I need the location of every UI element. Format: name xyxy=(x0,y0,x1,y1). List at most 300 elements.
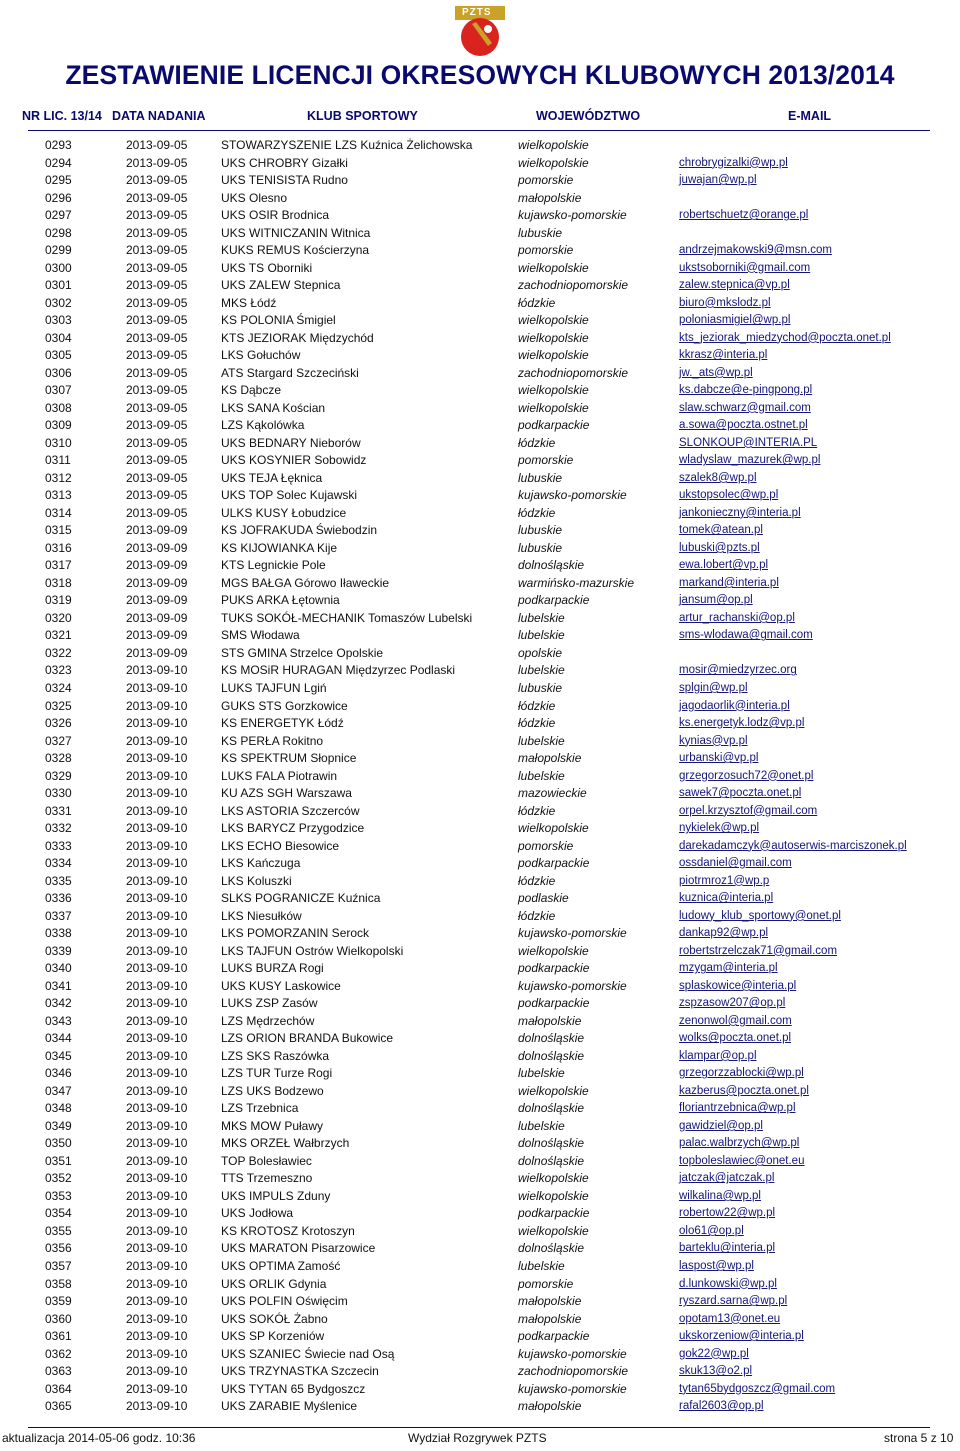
cell-email-link[interactable]: splaskowice@interia.pl xyxy=(679,979,797,992)
table-row xyxy=(0,1293,960,1311)
table-row xyxy=(0,207,960,225)
cell-issue-date: 2013-09-05 xyxy=(126,295,188,310)
cell-email-link[interactable]: kazberus@poczta.onet.pl xyxy=(679,1084,809,1097)
cell-issue-date: 2013-09-10 xyxy=(126,1259,188,1273)
table-row xyxy=(0,1083,960,1101)
cell-license-number: 0347 xyxy=(45,1083,72,1098)
cell-issue-date: 2013-09-05 xyxy=(126,383,188,398)
table-row xyxy=(0,873,960,891)
cell-issue-date: 2013-09-09 xyxy=(126,628,188,643)
cell-license-number: 0359 xyxy=(45,1294,72,1309)
cell-club-name: KS MOSiR HURAGAN Międzyrzec Podlaski xyxy=(221,663,456,678)
cell-club-name: KS SPEKTRUM Słopnice xyxy=(221,751,357,766)
logo-ball xyxy=(461,18,499,56)
table-row xyxy=(0,575,960,593)
cell-email-link[interactable]: wilkalina@wp.pl xyxy=(679,1189,761,1202)
table-row xyxy=(0,417,960,435)
table-row xyxy=(0,1100,960,1118)
cell-email-link[interactable]: slaw.schwarz@gmail.com xyxy=(679,401,811,414)
cell-issue-date: 2013-09-05 xyxy=(126,278,188,293)
cell-issue-date: 2013-09-10 xyxy=(126,908,188,923)
cell-issue-date: 2013-09-10 xyxy=(126,1399,188,1414)
cell-region: łódzkie xyxy=(518,716,556,731)
cell-club-name: UKS TEJA Łęknica xyxy=(221,470,323,485)
cell-region: lubuskie xyxy=(518,225,563,240)
footer-page-number: strona 5 z 10 xyxy=(884,1431,954,1445)
cell-club-name: UKS KUSY Laskowice xyxy=(221,978,341,993)
table-row xyxy=(0,1381,960,1399)
table-row xyxy=(0,1013,960,1031)
cell-email-link[interactable]: jankonieczny@interia.pl xyxy=(679,506,801,519)
cell-email-link[interactable]: ewa.lobert@vp.pl xyxy=(679,559,769,572)
footer-updated: aktualizacja 2014-05-06 godz. 10:36 xyxy=(2,1431,196,1445)
cell-email-link[interactable]: gawidziel@op.pl xyxy=(679,1119,763,1132)
cell-email-link[interactable]: tomek@atean.pl xyxy=(679,524,763,537)
cell-club-name: LKS TAJFUN Ostrów Wielkopolski xyxy=(221,943,404,958)
cell-license-number: 0342 xyxy=(45,996,72,1011)
cell-club-name: UKS TOP Solec Kujawski xyxy=(221,488,358,503)
cell-club-name: LKS ECHO Biesowice xyxy=(221,838,340,853)
cell-issue-date: 2013-09-10 xyxy=(126,943,188,958)
cell-issue-date: 2013-09-09 xyxy=(126,523,188,538)
cell-email-link[interactable]: orpel.krzysztof@gmail.com xyxy=(679,804,818,817)
table-row xyxy=(0,960,960,978)
cell-email-link[interactable]: laspost@wp.pl xyxy=(679,1260,754,1272)
cell-email-link[interactable]: kuznica@interia.pl xyxy=(679,892,774,905)
column-header-region: WOJEWÓDZTWO xyxy=(536,109,641,123)
cell-license-number: 0363 xyxy=(45,1364,72,1379)
table-row xyxy=(0,1258,960,1276)
cell-region: warmińsko-mazurskie xyxy=(518,575,635,590)
cell-email-link[interactable]: jatczak@jatczak.pl xyxy=(679,1172,775,1185)
cell-issue-date: 2013-09-05 xyxy=(126,453,188,468)
cell-region: kujawsko-pomorskie xyxy=(518,1346,627,1361)
cell-license-number: 0334 xyxy=(45,856,72,871)
cell-issue-date: 2013-09-09 xyxy=(126,540,188,555)
cell-club-name: TUKS SOKÓŁ-MECHANIK Tomaszów Lubelski xyxy=(221,610,473,625)
cell-email-link[interactable]: nykielek@wp.pl xyxy=(679,822,760,835)
cell-license-number: 0351 xyxy=(45,1153,72,1168)
cell-region: podkarpackie xyxy=(518,593,590,608)
page-footer xyxy=(0,1431,960,1447)
table-row xyxy=(0,400,960,418)
cell-region: zachodniopomorskie xyxy=(518,278,629,293)
cell-email-link[interactable]: grzegorzosuch72@onet.pl xyxy=(679,769,814,782)
cell-club-name: KS KROTOSZ Krotoszyn xyxy=(221,1223,355,1238)
cell-club-name: TOP Bolesławiec xyxy=(221,1153,312,1168)
cell-email-link[interactable]: a.sowa@poczta.ostnet.pl xyxy=(679,419,808,432)
cell-issue-date: 2013-09-09 xyxy=(126,610,188,625)
cell-region: łódzkie xyxy=(518,873,556,888)
cell-region: małopolskie xyxy=(518,1311,582,1326)
cell-club-name: UKS SZANIEC Świecie nad Osą xyxy=(221,1346,395,1361)
table-row xyxy=(0,978,960,996)
cell-license-number: 0362 xyxy=(45,1346,72,1361)
cell-club-name: UKS ORLIK Gdynia xyxy=(221,1276,327,1291)
cell-license-number: 0311 xyxy=(45,453,71,468)
cell-club-name: KS POLONIA Śmigiel xyxy=(221,313,336,328)
cell-club-name: UKS SP Korzeniów xyxy=(221,1329,325,1344)
cell-license-number: 0298 xyxy=(45,225,72,240)
cell-license-number: 0300 xyxy=(45,260,72,275)
cell-region: podkarpackie xyxy=(518,856,590,871)
cell-region: wielkopolskie xyxy=(518,943,589,958)
cell-email-link[interactable]: ukstsoborniki@gmail.com xyxy=(679,261,811,274)
cell-issue-date: 2013-09-10 xyxy=(126,1294,188,1309)
table-row xyxy=(0,890,960,908)
table-row xyxy=(0,172,960,190)
cell-license-number: 0348 xyxy=(45,1101,72,1116)
cell-issue-date: 2013-09-05 xyxy=(126,225,188,240)
cell-issue-date: 2013-09-10 xyxy=(126,698,188,713)
table-header xyxy=(0,109,960,127)
cell-issue-date: 2013-09-10 xyxy=(126,821,188,836)
column-header-email: E-MAIL xyxy=(788,109,832,123)
cell-club-name: UKS BEDNARY Nieborów xyxy=(221,435,361,450)
cell-issue-date: 2013-09-10 xyxy=(126,1101,188,1116)
cell-issue-date: 2013-09-05 xyxy=(126,208,188,223)
cell-license-number: 0332 xyxy=(45,821,72,836)
cell-license-number: 0312 xyxy=(45,470,72,485)
cell-region: wielkopolskie xyxy=(518,138,589,152)
table-row xyxy=(0,1048,960,1066)
cell-issue-date: 2013-09-10 xyxy=(126,996,188,1011)
cell-email-link[interactable]: artur_rachanski@op.pl xyxy=(679,611,795,624)
cell-issue-date: 2013-09-10 xyxy=(126,961,188,976)
cell-email-link[interactable]: olo61@op.pl xyxy=(679,1224,744,1237)
cell-issue-date: 2013-09-10 xyxy=(126,768,188,783)
cell-license-number: 0321 xyxy=(45,628,72,643)
cell-license-number: 0335 xyxy=(45,873,72,888)
cell-issue-date: 2013-09-05 xyxy=(126,330,188,345)
cell-email-link[interactable]: jansum@op.pl xyxy=(679,594,753,607)
cell-email-link[interactable]: dankap92@wp.pl xyxy=(679,927,769,940)
cell-email-link[interactable]: lubuski@pzts.pl xyxy=(679,541,760,554)
cell-club-name: KU AZS SGH Warszawa xyxy=(221,786,352,801)
page-title: ZESTAWIENIE LICENCJI OKRESOWYCH KLUBOWYCH 2013/2014 xyxy=(65,60,895,90)
cell-email-link[interactable]: floriantrzebnica@wp.pl xyxy=(679,1102,796,1115)
cell-license-number: 0313 xyxy=(45,488,72,503)
cell-license-number: 0303 xyxy=(45,313,72,328)
cell-email-link[interactable]: ossdaniel@gmail.com xyxy=(679,857,792,870)
cell-email-link[interactable]: szalek8@wp.pl xyxy=(679,471,757,484)
cell-issue-date: 2013-09-10 xyxy=(126,856,188,871)
cell-region: pomorskie xyxy=(518,453,574,468)
cell-issue-date: 2013-09-10 xyxy=(126,733,188,748)
cell-region: dolnośląskie xyxy=(518,1153,585,1168)
cell-email-link[interactable]: markand@interia.pl xyxy=(679,576,779,589)
cell-region: wielkopolskie xyxy=(518,383,589,398)
cell-club-name: LKS POMORZANIN Serock xyxy=(221,926,370,941)
table-row xyxy=(0,1328,960,1346)
cell-license-number: 0356 xyxy=(45,1241,72,1256)
table-row xyxy=(0,750,960,768)
cell-club-name: KS JOFRAKUDA Świebodzin xyxy=(221,523,378,538)
cell-email-link[interactable]: darekadamczyk@autoserwis-marciszonek.pl xyxy=(679,839,907,852)
table-row xyxy=(0,1153,960,1171)
cell-issue-date: 2013-09-10 xyxy=(126,1241,188,1256)
cell-license-number: 0350 xyxy=(45,1136,72,1151)
cell-region: pomorskie xyxy=(518,1276,574,1291)
cell-issue-date: 2013-09-10 xyxy=(126,978,188,993)
cell-email-link[interactable]: d.lunkowski@wp.pl xyxy=(679,1277,777,1290)
table-row xyxy=(0,452,960,470)
column-header-nr: NR LIC. 13/14 xyxy=(22,109,102,123)
cell-club-name: MKS ORZEŁ Wałbrzych xyxy=(221,1136,350,1151)
cell-email-link[interactable]: gok22@wp.pl xyxy=(679,1347,749,1360)
cell-license-number: 0333 xyxy=(45,838,72,853)
cell-club-name: KTS Legnickie Pole xyxy=(221,558,326,573)
cell-license-number: 0331 xyxy=(45,803,72,818)
cell-email-link[interactable]: zenonwol@gmail.com xyxy=(679,1014,792,1027)
cell-license-number: 0301 xyxy=(45,278,72,293)
cell-region: lubuskie xyxy=(518,523,563,538)
cell-issue-date: 2013-09-10 xyxy=(126,786,188,801)
cell-region: lubuskie xyxy=(518,540,563,555)
cell-club-name: LZS Mędrzechów xyxy=(221,1013,315,1028)
cell-license-number: 0297 xyxy=(45,208,72,223)
cell-issue-date: 2013-09-05 xyxy=(126,400,188,415)
cell-email-link[interactable]: skuk13@o2.pl xyxy=(679,1365,753,1378)
cell-email-link[interactable]: barteklu@interia.pl xyxy=(679,1242,776,1255)
table-row xyxy=(0,610,960,628)
cell-email-link[interactable]: kkrasz@interia.pl xyxy=(679,349,768,362)
cell-club-name: PUKS ARKA Łętownia xyxy=(221,593,340,608)
cell-region: zachodniopomorskie xyxy=(518,365,629,380)
cell-email-link[interactable]: klampar@op.pl xyxy=(679,1049,757,1062)
table-row xyxy=(0,522,960,540)
cell-club-name: UKS Jodłowa xyxy=(221,1206,294,1221)
cell-issue-date: 2013-09-10 xyxy=(126,1083,188,1098)
table-row xyxy=(0,1135,960,1153)
cell-email-link[interactable]: zalew.stepnica@vp.pl xyxy=(679,279,790,292)
cell-license-number: 0349 xyxy=(45,1118,72,1133)
footer-rule xyxy=(28,1427,930,1428)
cell-license-number: 0326 xyxy=(45,716,72,731)
cell-region: wielkopolskie xyxy=(518,348,589,363)
cell-email-link[interactable]: ludowy_klub_sportowy@onet.pl xyxy=(679,909,841,922)
footer-department: Wydział Rozgrywek PZTS xyxy=(408,1431,547,1445)
cell-email-link[interactable]: zspzasow207@op.pl xyxy=(679,997,786,1010)
cell-email-link[interactable]: grzegorzzablocki@wp.pl xyxy=(679,1067,804,1080)
cell-region: opolskie xyxy=(518,645,563,660)
logo-ball-highlight xyxy=(484,25,492,33)
cell-issue-date: 2013-09-09 xyxy=(126,645,188,660)
cell-license-number: 0346 xyxy=(45,1066,72,1081)
cell-issue-date: 2013-09-10 xyxy=(126,680,188,695)
cell-license-number: 0308 xyxy=(45,400,72,415)
cell-email-link[interactable]: robertstrzelczak71@gmail.com xyxy=(679,944,838,957)
cell-region: wielkopolskie xyxy=(518,313,589,328)
cell-license-number: 0344 xyxy=(45,1031,72,1046)
column-header-club: KLUB SPORTOWY xyxy=(307,109,418,123)
table-row xyxy=(0,1205,960,1223)
cell-license-number: 0322 xyxy=(45,645,72,660)
table-row xyxy=(0,925,960,943)
table-row xyxy=(0,838,960,856)
cell-region: łódzkie xyxy=(518,295,556,310)
cell-email-link[interactable]: tytan65bydgoszcz@gmail.com xyxy=(679,1382,836,1395)
cell-email-link[interactable]: ryszard.sarna@wp.pl xyxy=(679,1295,788,1308)
table-row xyxy=(0,330,960,348)
cell-issue-date: 2013-09-10 xyxy=(126,1206,188,1221)
cell-club-name: ATS Stargard Szczeciński xyxy=(221,365,359,380)
cell-email-link[interactable]: topboleslawiec@onet.eu xyxy=(679,1154,805,1167)
cell-club-name: UKS KOSYNIER Sobowidz xyxy=(221,453,367,468)
cell-license-number: 0345 xyxy=(45,1048,72,1063)
cell-email-link[interactable]: ks.energetyk.lodz@vp.pl xyxy=(679,717,805,730)
cell-club-name: KS PERŁA Rokitno xyxy=(221,733,324,748)
table-row xyxy=(0,347,960,365)
cell-email-link[interactable]: biuro@mkslodz.pl xyxy=(679,296,771,309)
cell-club-name: LUKS TAJFUN Lgiń xyxy=(221,680,327,695)
cell-club-name: LZS Kąkolówka xyxy=(221,418,305,433)
table-row xyxy=(0,365,960,383)
cell-region: lubelskie xyxy=(518,733,565,748)
cell-region: wielkopolskie xyxy=(518,1223,589,1238)
cell-license-number: 0338 xyxy=(45,926,72,941)
cell-email-link[interactable]: ks.dabcze@e-pingpong.pl xyxy=(679,384,813,397)
cell-club-name: UKS OSIR Brodnica xyxy=(221,208,330,223)
table-row xyxy=(0,260,960,278)
cell-region: wielkopolskie xyxy=(518,260,589,275)
header-rule xyxy=(28,130,930,131)
cell-club-name: LZS TUR Turze Rogi xyxy=(221,1066,333,1081)
cell-license-number: 0293 xyxy=(45,138,72,152)
table-row xyxy=(0,1346,960,1364)
cell-region: małopolskie xyxy=(518,751,582,766)
table-row xyxy=(0,1188,960,1206)
cell-license-number: 0343 xyxy=(45,1013,72,1028)
cell-email-link[interactable]: andrzejmakowski9@msn.com xyxy=(679,244,832,257)
cell-issue-date: 2013-09-05 xyxy=(126,260,188,275)
cell-club-name: KS ENERGETYK Łódź xyxy=(221,716,344,731)
cell-email-link[interactable]: urbanski@vp.pl xyxy=(679,752,759,765)
cell-region: małopolskie xyxy=(518,1013,582,1028)
cell-issue-date: 2013-09-10 xyxy=(126,1136,188,1151)
cell-region: kujawsko-pomorskie xyxy=(518,978,627,993)
cell-club-name: LKS Gołuchów xyxy=(221,348,301,363)
cell-issue-date: 2013-09-10 xyxy=(126,1031,188,1046)
cell-club-name: UKS SOKÓŁ Żabno xyxy=(221,1311,328,1326)
cell-club-name: LUKS ZSP Zasów xyxy=(221,996,318,1011)
cell-email-link[interactable]: kynias@vp.pl xyxy=(679,734,748,747)
cell-email-link[interactable]: kts_jeziorak_miedzychod@poczta.onet.pl xyxy=(679,331,891,344)
cell-issue-date: 2013-09-10 xyxy=(126,1188,188,1203)
cell-region: lubelskie xyxy=(518,663,565,678)
cell-license-number: 0339 xyxy=(45,943,72,958)
cell-issue-date: 2013-09-09 xyxy=(126,558,188,573)
cell-email-link[interactable]: wolks@poczta.onet.pl xyxy=(679,1032,792,1045)
cell-issue-date: 2013-09-10 xyxy=(126,1013,188,1028)
cell-license-number: 0317 xyxy=(45,558,72,573)
cell-region: podkarpackie xyxy=(518,996,590,1011)
cell-email-link[interactable]: jagodaorlik@interia.pl xyxy=(679,699,790,712)
cell-email-link[interactable]: robertschuetz@orange.pl xyxy=(679,209,809,222)
table-row xyxy=(0,1170,960,1188)
cell-club-name: UKS TYTAN 65 Bydgoszcz xyxy=(221,1381,366,1396)
cell-license-number: 0299 xyxy=(45,243,72,258)
cell-email-link[interactable]: mzygam@interia.pl xyxy=(679,962,778,975)
cell-region: pomorskie xyxy=(518,173,574,188)
cell-region: kujawsko-pomorskie xyxy=(518,926,627,941)
table-row xyxy=(0,768,960,786)
cell-region: lubelskie xyxy=(518,610,565,625)
cell-region: wielkopolskie xyxy=(518,1188,589,1203)
cell-license-number: 0355 xyxy=(45,1223,72,1238)
cell-region: dolnośląskie xyxy=(518,1048,585,1063)
cell-email-link[interactable]: poloniasmigiel@wp.pl xyxy=(679,314,791,327)
license-table xyxy=(0,137,960,1416)
cell-region: podlaskie xyxy=(518,891,569,906)
cell-license-number: 0330 xyxy=(45,786,72,801)
cell-license-number: 0318 xyxy=(45,575,72,590)
cell-email-link[interactable]: ukskorzeniow@interia.pl xyxy=(679,1330,804,1343)
cell-region: wielkopolskie xyxy=(518,155,589,170)
cell-license-number: 0316 xyxy=(45,540,72,555)
cell-region: lubelskie xyxy=(518,768,565,783)
table-row xyxy=(0,662,960,680)
cell-region: pomorskie xyxy=(518,838,574,853)
cell-license-number: 0329 xyxy=(45,768,72,783)
cell-issue-date: 2013-09-10 xyxy=(126,1329,188,1344)
cell-email-link[interactable]: mosir@miedzyrzec.org xyxy=(679,664,797,677)
cell-email-link[interactable]: piotrmroz1@wp.p xyxy=(679,874,770,887)
cell-license-number: 0306 xyxy=(45,365,72,380)
cell-region: wielkopolskie xyxy=(518,821,589,836)
table-row xyxy=(0,645,960,663)
cell-email-link[interactable]: opotam13@onet.eu xyxy=(679,1312,781,1325)
cell-email-link[interactable]: sms-wlodawa@gmail.com xyxy=(679,629,813,642)
cell-email-link[interactable]: robertow22@wp.pl xyxy=(679,1207,776,1220)
cell-license-number: 0323 xyxy=(45,663,72,678)
cell-license-number: 0360 xyxy=(45,1311,72,1326)
cell-license-number: 0354 xyxy=(45,1206,72,1221)
table-row xyxy=(0,1276,960,1294)
cell-email-link[interactable]: wladyslaw_mazurek@wp.pl xyxy=(679,454,821,467)
cell-region: podkarpackie xyxy=(518,961,590,976)
cell-issue-date: 2013-09-05 xyxy=(126,435,188,450)
cell-email-link[interactable]: chrobrygizalki@wp.pl xyxy=(679,156,788,169)
table-row xyxy=(0,242,960,260)
cell-email-link[interactable]: SLONKOUP@INTERIA.PL xyxy=(679,436,818,449)
cell-region: dolnośląskie xyxy=(518,1241,585,1256)
cell-issue-date: 2013-09-10 xyxy=(126,926,188,941)
cell-issue-date: 2013-09-10 xyxy=(126,1153,188,1168)
cell-region: dolnośląskie xyxy=(518,558,585,573)
cell-issue-date: 2013-09-05 xyxy=(126,365,188,380)
cell-email-link[interactable]: jw._ats@wp.pl xyxy=(679,366,753,379)
table-row xyxy=(0,137,960,155)
cell-email-link[interactable]: sawek7@poczta.onet.pl xyxy=(679,787,802,800)
cell-license-number: 0320 xyxy=(45,610,72,625)
cell-club-name: TTS Trzemeszno xyxy=(221,1171,313,1186)
cell-email-link[interactable]: palac.walbrzych@wp.pl xyxy=(679,1137,800,1150)
cell-region: łódzkie xyxy=(518,505,556,520)
cell-email-link[interactable]: ukstopsolec@wp.pl xyxy=(679,489,779,502)
cell-issue-date: 2013-09-05 xyxy=(126,155,188,170)
cell-region: podkarpackie xyxy=(518,1206,590,1221)
cell-club-name: KTS JEZIORAK Międzychód xyxy=(221,330,374,345)
cell-email-link[interactable]: splgin@wp.pl xyxy=(679,681,748,694)
cell-email-link[interactable]: juwajan@wp.pl xyxy=(679,174,757,187)
cell-license-number: 0327 xyxy=(45,733,72,748)
cell-region: lubuskie xyxy=(518,470,563,485)
cell-issue-date: 2013-09-10 xyxy=(126,1066,188,1081)
cell-club-name: UKS Olesno xyxy=(221,190,288,205)
cell-email-link[interactable]: rafal2603@op.pl xyxy=(679,1400,764,1413)
cell-club-name: KUKS REMUS Kościerzyna xyxy=(221,243,370,258)
